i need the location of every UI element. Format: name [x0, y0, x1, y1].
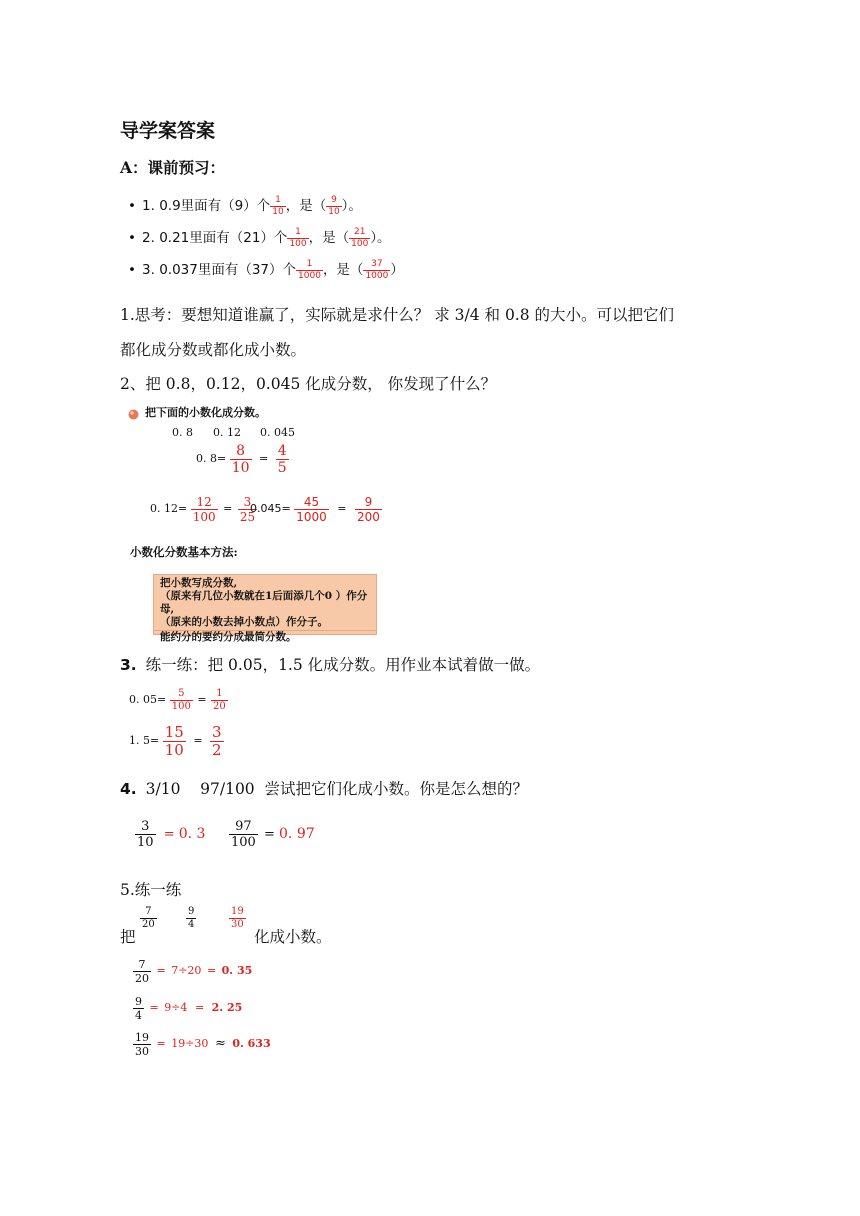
- method-line: 把小数写成分数,: [160, 577, 238, 589]
- q5-answer-row: $\frac{7}{20}$ = 7÷20 = 0. 35: [135, 957, 253, 985]
- question-5-title: 5.练一练: [120, 881, 182, 899]
- question-4: 4. 3/10 97/100 尝试把它们化成小数。你是怎么想的？: [120, 780, 529, 798]
- decimal-list-item: 0. 8: [172, 426, 193, 439]
- question-1-line-1: 1.思考：要想知道谁赢了，实际就是求什么？ 求 3/4 和 0.8 的大小。可以把它们: [120, 306, 675, 324]
- q5-fraction: $\frac{9}{4}$: [188, 906, 195, 930]
- example-0-8: 0. 8= $\frac{8}{10}$ = $\frac{4}{5}$: [196, 442, 287, 476]
- question-1-line-2: 都化成分数或都化成小数。: [120, 341, 307, 359]
- answer-0-05: 0. 05= $\frac{5}{100}$ = $\frac{1}{20}$: [129, 687, 226, 712]
- method-title: 小数化分数基本方法:: [130, 545, 238, 559]
- example-0-12: 0. 12= $\frac{12}{100}$ = $\frac{3}{25}$: [150, 494, 256, 524]
- page-title: 导学案答案: [120, 120, 216, 142]
- q5-fraction: $\frac{7}{20}$: [142, 906, 155, 930]
- q5-suffix: 化成小数。: [254, 928, 332, 946]
- decimal-list-item: 0. 045: [260, 426, 295, 439]
- question-3: 3. 练一练：把 0.05，1.5 化成分数。用作业本试着做一做。: [120, 656, 541, 674]
- method-line: （原来的小数去掉小数点）作分子。: [160, 616, 328, 628]
- ball-icon: [128, 405, 139, 424]
- bullet-item-1: • 1. 0.9里面有（9）个 $\frac{1}{10}$ ，是（ $\frac{9}{10}$ ）。: [128, 194, 362, 217]
- q5-fraction: $\frac{19}{30}$: [231, 906, 244, 930]
- q5-answer-row: $\frac{19}{30}$ = 19÷30 ≈ 0. 633: [135, 1030, 271, 1058]
- question-2: 2、把 0.8，0.12，0.045 化成分数， 你发现了什么？: [120, 375, 497, 393]
- answer-97-100: $\frac{97}{100}$ = 0. 97: [231, 819, 315, 850]
- method-line: （原来有几位小数就在1后面添几个0 ）作分母,: [160, 590, 368, 615]
- answer-3-10: $\frac{3}{10}$ = 0. 3: [137, 819, 206, 850]
- decimal-list-item: 0. 12: [213, 426, 241, 439]
- method-line: 能约分的要约分成最简分数。: [154, 630, 376, 644]
- q5-answer-row: $\frac{9}{4}$ = 9÷4 = 2. 25: [135, 994, 243, 1022]
- figure-heading: 把下面的小数化成分数。: [145, 406, 266, 419]
- section-a-heading: A：课前预习：: [120, 158, 226, 177]
- method-box: [153, 574, 377, 643]
- bullet-item-2: • 2. 0.21里面有（21）个 $\frac{1}{100}$ ，是（ $\frac{21}{100}$ ）。: [128, 226, 391, 249]
- q5-prefix: 把: [120, 928, 136, 946]
- bullet-item-3: • 3. 0.037里面有（37）个 $\frac{1}{1000}$ ，是（ $\frac{37}{1000}$ ）: [128, 258, 404, 281]
- answer-1-5: 1. 5= $\frac{15}{10}$ = $\frac{3}{2}$: [129, 722, 222, 759]
- example-0-045: 0.045= $\frac{45}{1000}$ = $\frac{9}{200}$: [250, 494, 380, 524]
